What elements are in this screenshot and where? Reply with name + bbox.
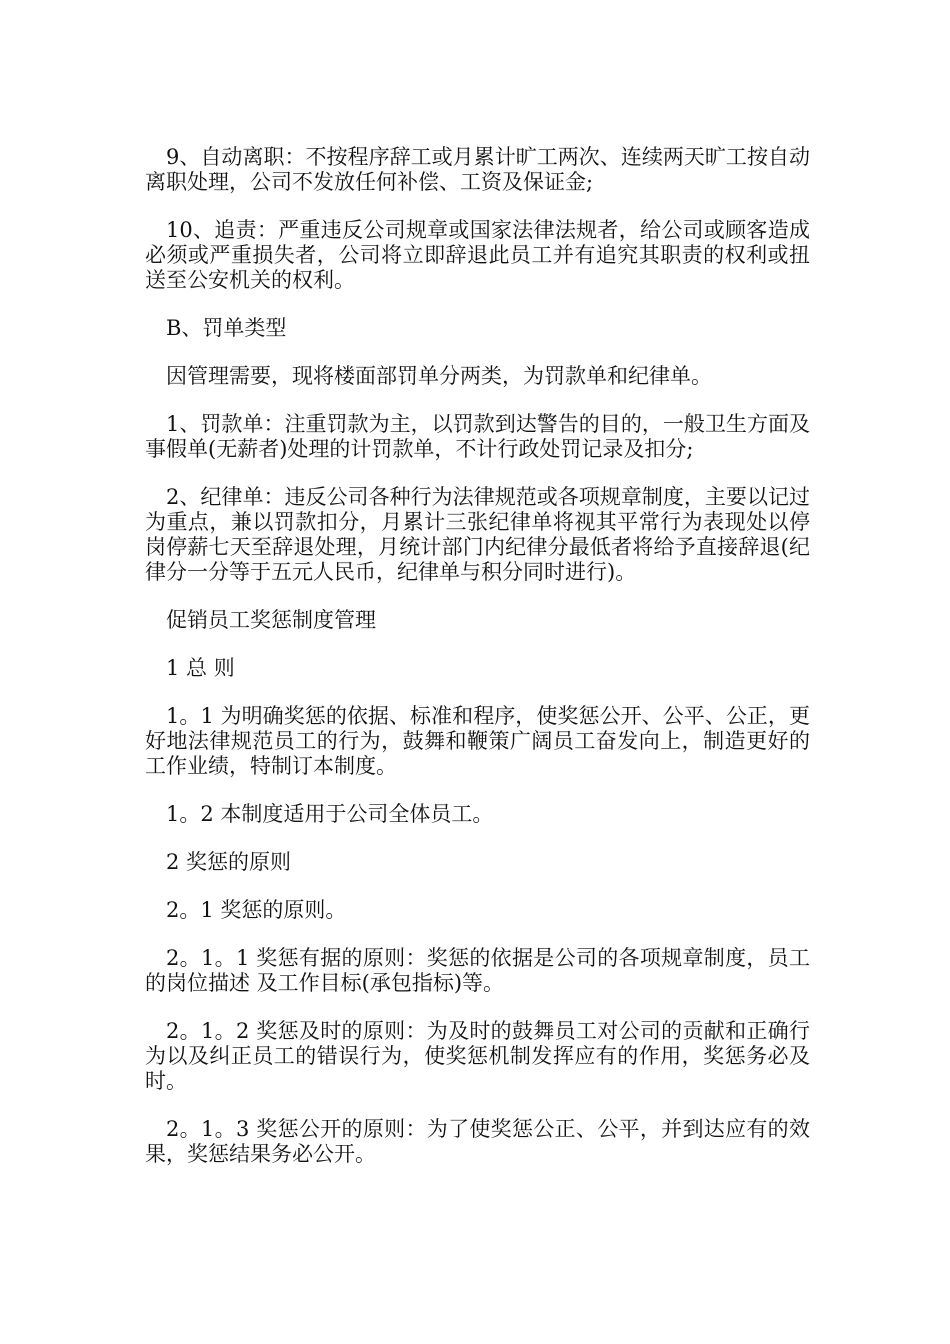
paragraph-2-1-3: 2。1。3 奖惩公开的原则：为了使奖惩公正、公平，并到达应有的效果，奖惩结果务必公开。 (145, 1117, 810, 1166)
paragraph-1-2: 1。2 本制度适用于公司全体员工。 (166, 802, 494, 826)
paragraph-2-1: 2。1 奖惩的原则。 (166, 898, 347, 922)
section-heading-penalty-types: B、罚单类型 (166, 316, 287, 340)
paragraph-2-1-1: 2。1。1 奖惩有据的原则：奖惩的依据是公司的各项规章制度，员工的岗位描述 及工作目标(承包指标)等。 (145, 946, 810, 995)
document-page (145, 145, 810, 1190)
paragraph-accountability: 10、追责：严重违反公司规章或国家法律法规者，给公司或顾客造成必须或严重损失者，公司将立即辞退此员工并有追究其职责的权利或扭送至公安机关的权利。 (145, 218, 810, 292)
paragraph-fine-slip: 1、罚款单：注重罚款为主，以罚款到达警告的目的，一般卫生方面及事假单(无薪者)处理的计罚款单，不计行政处罚记录及扣分; (145, 412, 810, 461)
section-title-reward-punishment: 促销员工奖惩制度管理 (166, 608, 376, 632)
paragraph-penalty-intro: 因管理需要，现将楼面部罚单分两类，为罚款单和纪律单。 (166, 364, 712, 388)
heading-general-rules: 1 总 则 (166, 656, 235, 680)
paragraph-2-1-2: 2。1。2 奖惩及时的原则：为及时的鼓舞员工对公司的贡献和正确行为以及纠正员工的错误行为，使奖惩机制发挥应有的作用，奖惩务必及时。 (145, 1019, 810, 1093)
heading-principles: 2 奖惩的原则 (166, 850, 292, 874)
paragraph-auto-resignation: 9、自动离职：不按程序辞工或月累计旷工两次、连续两天旷工按自动离职处理，公司不发放任何补偿、工资及保证金; (145, 145, 810, 194)
paragraph-discipline-slip: 2、纪律单：违反公司各种行为法律规范或各项规章制度，主要以记过为重点，兼以罚款扣分，月累计三张纪律单将视其平常行为表现处以停岗停薪七天至辞退处理，月统计部门内纪律分最低者将给予直接辞退(纪律分一分等于五元人民币，纪律单与积分同时进行)。 (145, 485, 810, 584)
paragraph-1-1: 1。1 为明确奖惩的依据、标准和程序，使奖惩公开、公平、公正，更好地法律规范员工的行为，鼓舞和鞭策广阔员工奋发向上，制造更好的工作业绩，特制订本制度。 (145, 704, 810, 778)
